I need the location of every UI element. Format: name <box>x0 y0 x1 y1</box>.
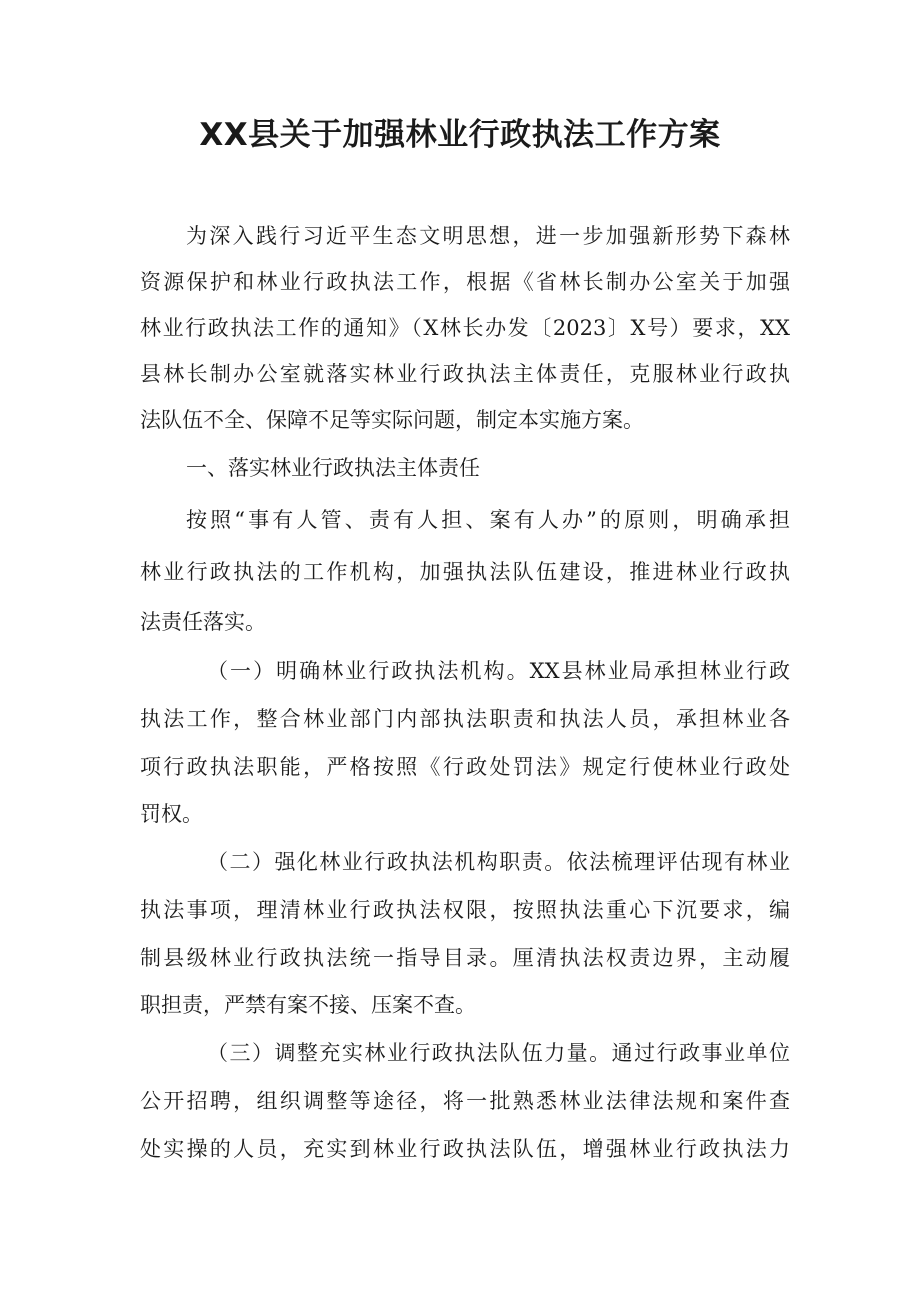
body-line: 罚权。 <box>140 802 203 826</box>
body-line: 为深入践行习近平生态文明思想，进一步加强新形势下森林 <box>186 224 790 248</box>
body-line: 执法工作，整合林业部门内部执法职责和执法人员，承担林业各 <box>140 707 790 731</box>
body-line: 按照“事有人管、责有人担、案有人办”的原则，明确承担 <box>186 508 790 532</box>
body-line: 公开招聘，组织调整等途径，将一批熟悉林业法律法规和案件查 <box>140 1089 790 1113</box>
body-line: 法责任落实。 <box>140 610 266 634</box>
subsection-line: （二）强化林业行政执法机构职责。依法梳理评估现有林业 <box>207 850 790 874</box>
body-line: 职担责，严禁有案不接、压案不查。 <box>140 993 476 1017</box>
body-line: 林业行政执法的工作机构，加强执法队伍建设，推进林业行政执 <box>140 560 790 584</box>
body-line: 林业行政执法工作的通知》（X林长办发〔2023〕X号）要求，XX <box>140 316 790 340</box>
body-line: 处实操的人员，充实到林业行政执法队伍，增强林业行政执法力 <box>140 1137 790 1161</box>
body-line: 执法事项，理清林业行政执法权限，按照执法重心下沉要求，编 <box>140 898 790 922</box>
subsection-line: （一）明确林业行政执法机构。XX县林业局承担林业行政 <box>207 659 790 683</box>
body-line: 县林长制办公室就落实林业行政执法主体责任，克服林业行政执 <box>140 362 790 386</box>
section-heading: 一、落实林业行政执法主体责任 <box>186 456 480 480</box>
body-line: 制县级林业行政执法统一指导目录。厘清执法权责边界，主动履 <box>140 946 790 970</box>
body-line: 项行政执法职能，严格按照《行政处罚法》规定行使林业行政处 <box>140 755 790 779</box>
subsection-line: （三）调整充实林业行政执法队伍力量。通过行政事业单位 <box>207 1041 790 1065</box>
document-title: XX县关于加强林业行政执法工作方案 <box>199 117 721 153</box>
body-line: 资源保护和林业行政执法工作，根据《省林长制办公室关于加强 <box>140 270 790 294</box>
body-line: 法队伍不全、保障不足等实际问题，制定本实施方案。 <box>140 408 644 432</box>
